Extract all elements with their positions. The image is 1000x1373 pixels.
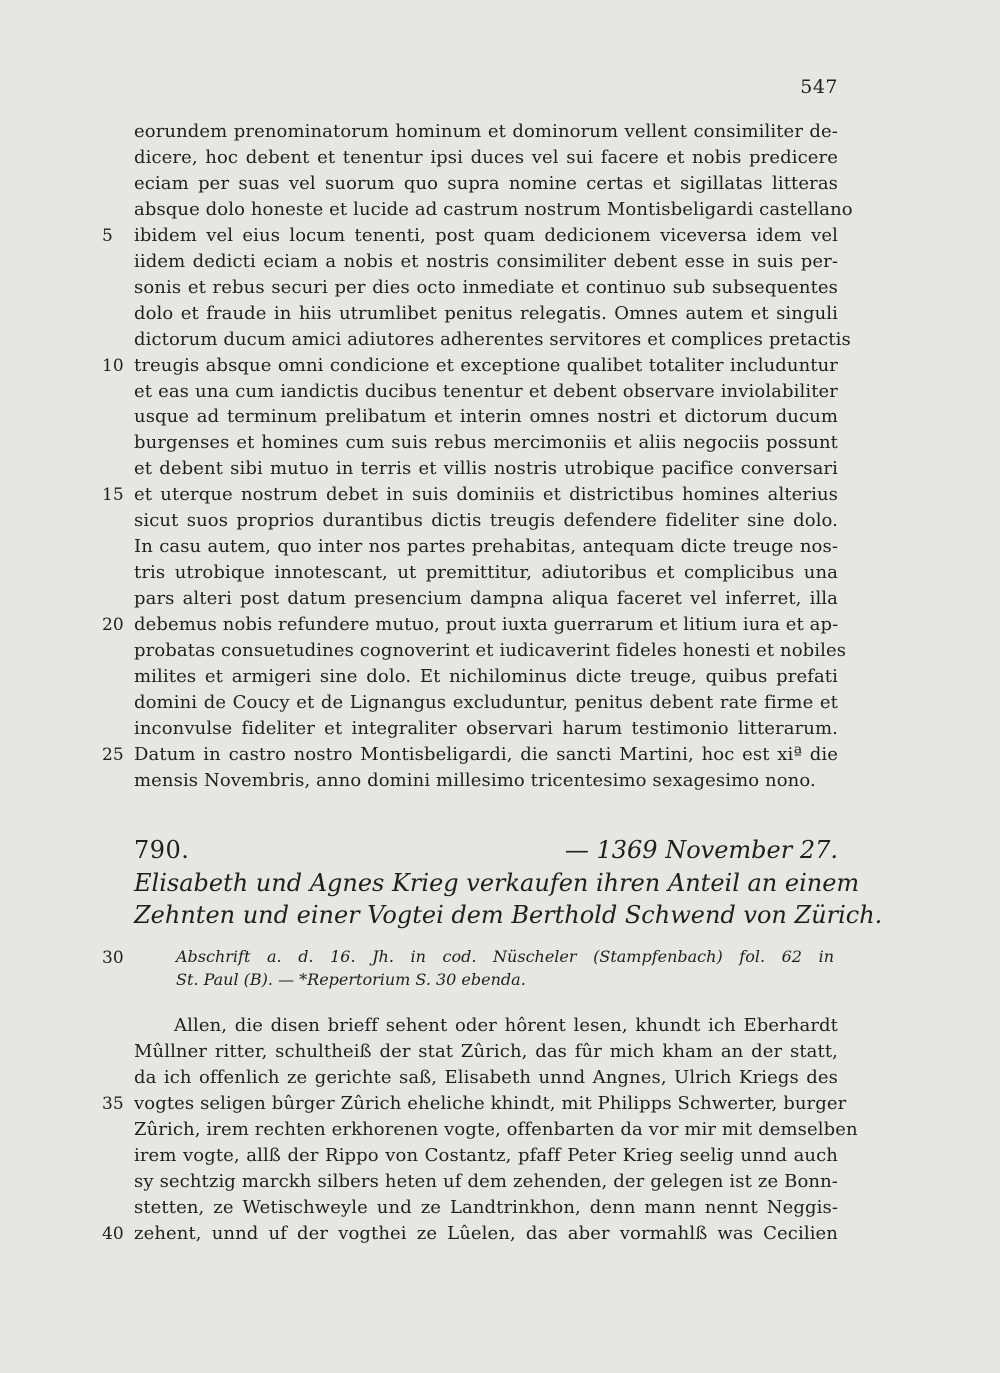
- text-line: dictorum ducum amici adiutores adherentes servitores et complices pretactis: [134, 328, 851, 350]
- document-number: 790.: [134, 836, 190, 864]
- line-number: 30: [102, 948, 124, 968]
- line-number: [102, 664, 124, 690]
- line-number: [102, 768, 124, 794]
- line-number: [102, 508, 124, 534]
- line-number: [102, 249, 124, 275]
- line-number: 25: [102, 744, 124, 765]
- page-number: 547: [800, 76, 838, 98]
- text-line: tris utrobique innotescant, ut premittitur, adiutoribus et complicibus una: [134, 562, 838, 584]
- line-number: [102, 560, 124, 586]
- text-line: zehent, unnd uf der vogthei ze Lûelen, das aber vormahlß was Cecilien: [134, 1222, 838, 1244]
- line-number: 20: [102, 615, 124, 636]
- line-number: 40: [102, 1223, 124, 1244]
- line-number: [102, 275, 124, 301]
- text-line: inconvulse fideliter et integraliter observari harum testimonio litterarum.: [134, 717, 838, 739]
- line-number: [102, 404, 124, 430]
- text-line: milites et armigeri sine dolo. Et nichilominus dicte treuge, quibus prefati: [134, 665, 838, 687]
- line-number: [102, 430, 124, 456]
- text-line: Allen, die disen brieff sehent oder hôrent lesen, khundt ich Eberhardt: [174, 1015, 838, 1036]
- text-line: In casu autem, quo inter nos partes prehabitas, antequam dicte treuge nos-: [134, 536, 838, 558]
- line-number: [102, 1039, 124, 1065]
- text-line: irem vogte, allß der Rippo von Costantz, pfaff Peter Krieg seelig unnd auch: [134, 1144, 838, 1166]
- source-note-line: Abschrift a. d. 16. Jh. in cod. Nüscheler (Stampfenbach) fol. 62 in: [176, 947, 834, 966]
- text-line: ibidem vel eius locum tenenti, post quam dedicionem viceversa idem vel: [134, 224, 838, 246]
- text-line: burgenses et homines cum suis rebus mercimoniis et aliis negociis possunt: [134, 432, 838, 454]
- line-number: [102, 1143, 124, 1169]
- text-line: iidem dedicti eciam a nobis et nostris consimiliter debent esse in suis per-: [134, 250, 838, 272]
- text-line: eorundem prenominatorum hominum et dominorum vellent consimiliter de-: [134, 121, 838, 142]
- line-number: [102, 327, 124, 353]
- line-number: [102, 1169, 124, 1195]
- document-title-line: Zehnten und einer Vogtei dem Berthold Schwend von Zürich.: [134, 901, 883, 929]
- line-number: [102, 586, 124, 612]
- text-line: eciam per suas vel suorum quo supra nomine certas et sigillatas litteras: [134, 172, 838, 194]
- text-line: absque dolo honeste et lucide ad castrum nostrum Montisbeligardi castellano: [134, 198, 853, 220]
- text-line: Zûrich, irem rechten erkhorenen vogte, offenbarten da vor mir mit demselben: [134, 1118, 858, 1140]
- line-number: [102, 197, 124, 223]
- text-line: usque ad terminum prelibatum et interin omnes nostri et dictorum ducum: [134, 406, 838, 428]
- text-line: pars alteri post datum presencium dampna aliqua faceret vel inferret, illa: [134, 588, 838, 610]
- text-line: debemus nobis refundere mutuo, prout iuxta guerrarum et litium iura et ap-: [134, 614, 839, 636]
- document-title-line: Elisabeth und Agnes Krieg verkaufen ihren Anteil an einem: [134, 869, 860, 897]
- line-number: [102, 638, 124, 664]
- text-line: da ich offenlich ze gerichte saß, Elisabeth unnd Angnes, Ulrich Kriegs des: [134, 1066, 838, 1088]
- line-number: 5: [102, 225, 113, 246]
- line-number: [102, 301, 124, 327]
- line-number: [102, 1065, 124, 1091]
- line-number: 35: [102, 1093, 124, 1114]
- text-line: sonis et rebus securi per dies octo inmediate et continuo sub subsequentes: [134, 276, 838, 298]
- line-number: [102, 1013, 124, 1039]
- text-line: probatas consuetudines cognoverint et iudicaverint fideles honesti et nobiles: [134, 640, 847, 661]
- line-number: 15: [102, 485, 124, 506]
- text-line: dicere, hoc debent et tenentur ipsi duces vel sui facere et nobis predicere: [134, 146, 838, 168]
- text-line: sicut suos proprios durantibus dictis treugis defendere fideliter sine dolo.: [134, 510, 838, 532]
- line-number: [102, 145, 124, 171]
- text-line: Datum in castro nostro Montisbeligardi, die sancti Martini, hoc est xiª die: [134, 743, 838, 765]
- text-line: et debent sibi mutuo in terris et villis nostris utrobique pacifice conversari: [134, 458, 838, 480]
- line-number: [102, 690, 124, 716]
- line-number: [102, 379, 124, 405]
- text-line: sy sechtzig marckh silbers heten uf dem zehenden, der gelegen ist ze Bonn-: [134, 1170, 838, 1192]
- text-line: Mûllner ritter, schultheiß der stat Zûrich, das fûr mich kham an der statt,: [134, 1040, 838, 1062]
- text-line: stetten, ze Wetischweyle und ze Landtrinkhon, denn mann nennt Neggis-: [134, 1196, 838, 1218]
- source-note-line: St. Paul (B). — *Repertorium S. 30 ebenda.: [176, 970, 526, 989]
- document-date: — 1369 November 27.: [564, 836, 838, 864]
- text-line: mensis Novembris, anno domini millesimo tricentesimo sexagesimo nono.: [134, 769, 816, 791]
- text-line: domini de Coucy et de Lignangus excluduntur, penitus debent rate firme et: [134, 691, 838, 713]
- text-line: et uterque nostrum debet in suis dominiis et districtibus homines alterius: [134, 484, 838, 506]
- text-line: et eas una cum iandictis ducibus tenentur et debent observare inviolabiliter: [134, 380, 838, 402]
- line-number: [102, 1195, 124, 1221]
- line-number: 10: [102, 355, 124, 376]
- line-number: [102, 119, 124, 145]
- line-number: [102, 716, 124, 742]
- text-line: vogtes seligen bûrger Zûrich eheliche khindt, mit Philipps Schwerter, burger: [134, 1092, 847, 1114]
- line-number: [102, 534, 124, 560]
- text-line: treugis absque omni condicione et exceptione qualibet totaliter includuntur: [134, 354, 838, 376]
- document-heading: [134, 836, 838, 866]
- line-number: [102, 171, 124, 197]
- text-line: dolo et fraude in hiis utrumlibet penitus relegatis. Omnes autem et singuli: [134, 302, 838, 324]
- line-number: [102, 1117, 124, 1143]
- line-number: [102, 456, 124, 482]
